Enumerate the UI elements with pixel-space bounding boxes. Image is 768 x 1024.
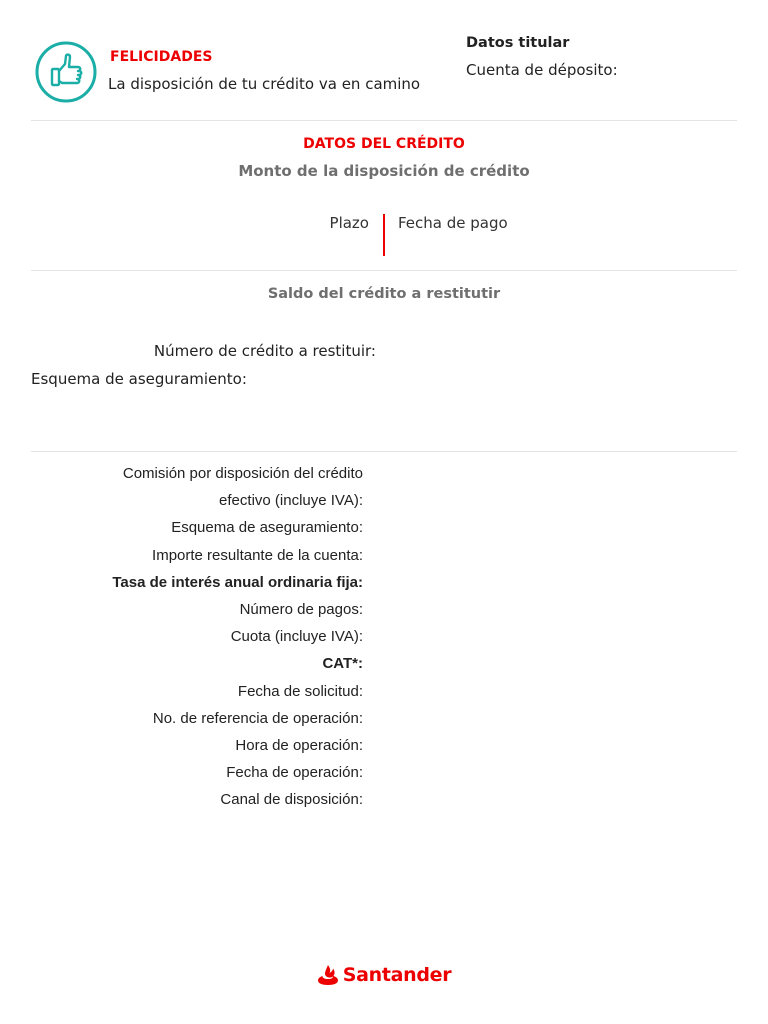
credit-amount-label: Monto de la disposición de crédito [238, 162, 530, 180]
divider [31, 270, 737, 271]
divider [31, 120, 737, 121]
detail-row: No. de referencia de operación: [152, 709, 363, 727]
divider [31, 451, 737, 452]
santander-flame-icon [317, 964, 339, 986]
balance-label: Saldo del crédito a restitutir [267, 286, 501, 302]
deposit-account-label: Cuenta de déposito: [466, 61, 618, 79]
detail-row: Número de pagos: [239, 600, 363, 618]
term-label: Plazo [329, 214, 369, 232]
detail-row: efectivo (incluye IVA): [219, 492, 363, 510]
brand-name: Santander [342, 964, 452, 986]
thumbs-up-icon [35, 41, 97, 103]
vertical-separator [383, 214, 385, 256]
detail-row: Hora de operación: [235, 736, 363, 754]
detail-row: Cuota (incluye IVA): [230, 628, 363, 646]
detail-row: Tasa de interés anual ordinaria fija: [112, 573, 363, 591]
credit-section-title: DATOS DEL CRÉDITO [303, 136, 465, 152]
santander-logo [0, 964, 768, 986]
detail-row: Fecha de solicitud: [237, 682, 363, 700]
detail-row: Esquema de aseguramiento: [171, 519, 363, 537]
detail-row: Comisión por disposición del crédito [122, 465, 363, 482]
success-title: FELICIDADES [110, 49, 213, 65]
detail-row: Importe resultante de la cuenta: [152, 546, 363, 564]
success-subtitle: La disposición de tu crédito va en camino [108, 75, 421, 93]
detail-row: CAT*: [322, 655, 363, 673]
details-list [43, 463, 363, 816]
insurance-scheme-label: Esquema de aseguramiento: [31, 370, 247, 388]
credit-number-label: Número de crédito a restituir: [153, 342, 376, 360]
titular-heading: Datos titular [466, 35, 570, 51]
payment-date-label: Fecha de pago [398, 214, 508, 232]
detail-row: Fecha de operación: [226, 764, 363, 782]
detail-row: Canal de disposición: [220, 791, 363, 809]
